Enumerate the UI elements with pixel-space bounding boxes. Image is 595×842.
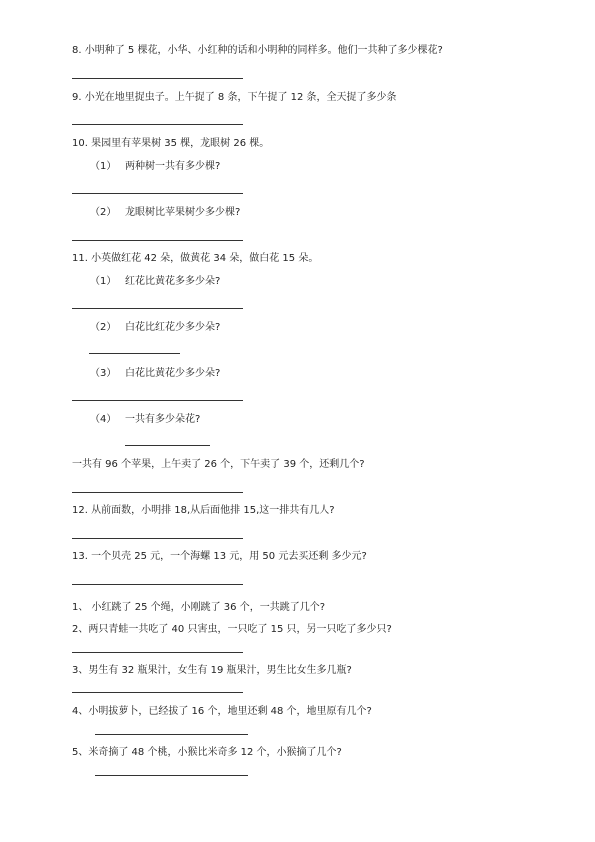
- answer-line: [72, 124, 243, 125]
- answer-line: [72, 584, 243, 585]
- problem-3: 3、男生有 32 瓶果汁，女生有 19 瓶果汁，男生比女生多几瓶?: [72, 665, 352, 676]
- answer-line: [72, 193, 243, 194]
- question-10: 10. 果园里有苹果树 35 棵，龙眼树 26 棵。: [72, 138, 270, 149]
- sub-number: （1）: [90, 276, 117, 287]
- question-13: 13. 一个贝壳 25 元，一个海螺 13 元，用 50 元去买还剩 多少元?: [72, 551, 367, 562]
- question-11-4: 一共有多少朵花?: [125, 414, 201, 425]
- question-12: 12. 从前面数，小明排 18,从后面他排 15,这一排共有几人?: [72, 505, 335, 516]
- answer-line: [72, 692, 243, 693]
- sub-number: （4）: [90, 414, 117, 425]
- question-11-2: 白花比红花少多少朵?: [125, 322, 221, 333]
- sub-number: （3）: [90, 368, 117, 379]
- question-10-2: 龙眼树比苹果树少多少棵?: [125, 207, 241, 218]
- answer-line: [72, 308, 243, 309]
- answer-line: [72, 400, 243, 401]
- sub-number: （2）: [90, 322, 117, 333]
- sub-number: （1）: [90, 161, 117, 172]
- sub-number: （2）: [90, 207, 117, 218]
- question-8: 8. 小明种了 5 棵花，小华、小红种的话和小明种的同样多。他们一共种了多少棵花?: [72, 45, 443, 56]
- answer-line: [89, 353, 180, 354]
- answer-line: [125, 445, 210, 446]
- question-9: 9. 小光在地里捉虫子。上午捉了 8 条，下午捉了 12 条，全天捉了多少条: [72, 92, 397, 103]
- problem-2: 2、两只青蛙一共吃了 40 只害虫，一只吃了 15 只，另一只吃了多少只?: [72, 624, 392, 635]
- answer-line: [72, 652, 243, 653]
- answer-line: [95, 775, 248, 776]
- answer-line: [95, 734, 248, 735]
- answer-line: [72, 538, 243, 539]
- question-11-3: 白花比黄花少多少朵?: [125, 368, 221, 379]
- answer-line: [72, 240, 243, 241]
- question-11-1: 红花比黄花多多少朵?: [125, 276, 221, 287]
- question-apples: 一共有 96 个苹果，上午卖了 26 个，下午卖了 39 个，还剩几个?: [72, 459, 365, 470]
- problem-1: 1、 小红跳了 25 个绳，小刚跳了 36 个，一共跳了几个?: [72, 602, 326, 613]
- answer-line: [72, 78, 243, 79]
- question-10-1: 两种树一共有多少棵?: [125, 161, 221, 172]
- problem-5: 5、米奇摘了 48 个桃，小猴比米奇多 12 个，小猴摘了几个?: [72, 747, 342, 758]
- problem-4: 4、小明拔萝卜，已经拔了 16 个，地里还剩 48 个，地里原有几个?: [72, 706, 372, 717]
- question-11: 11. 小英做红花 42 朵，做黄花 34 朵，做白花 15 朵。: [72, 253, 319, 264]
- answer-line: [72, 492, 243, 493]
